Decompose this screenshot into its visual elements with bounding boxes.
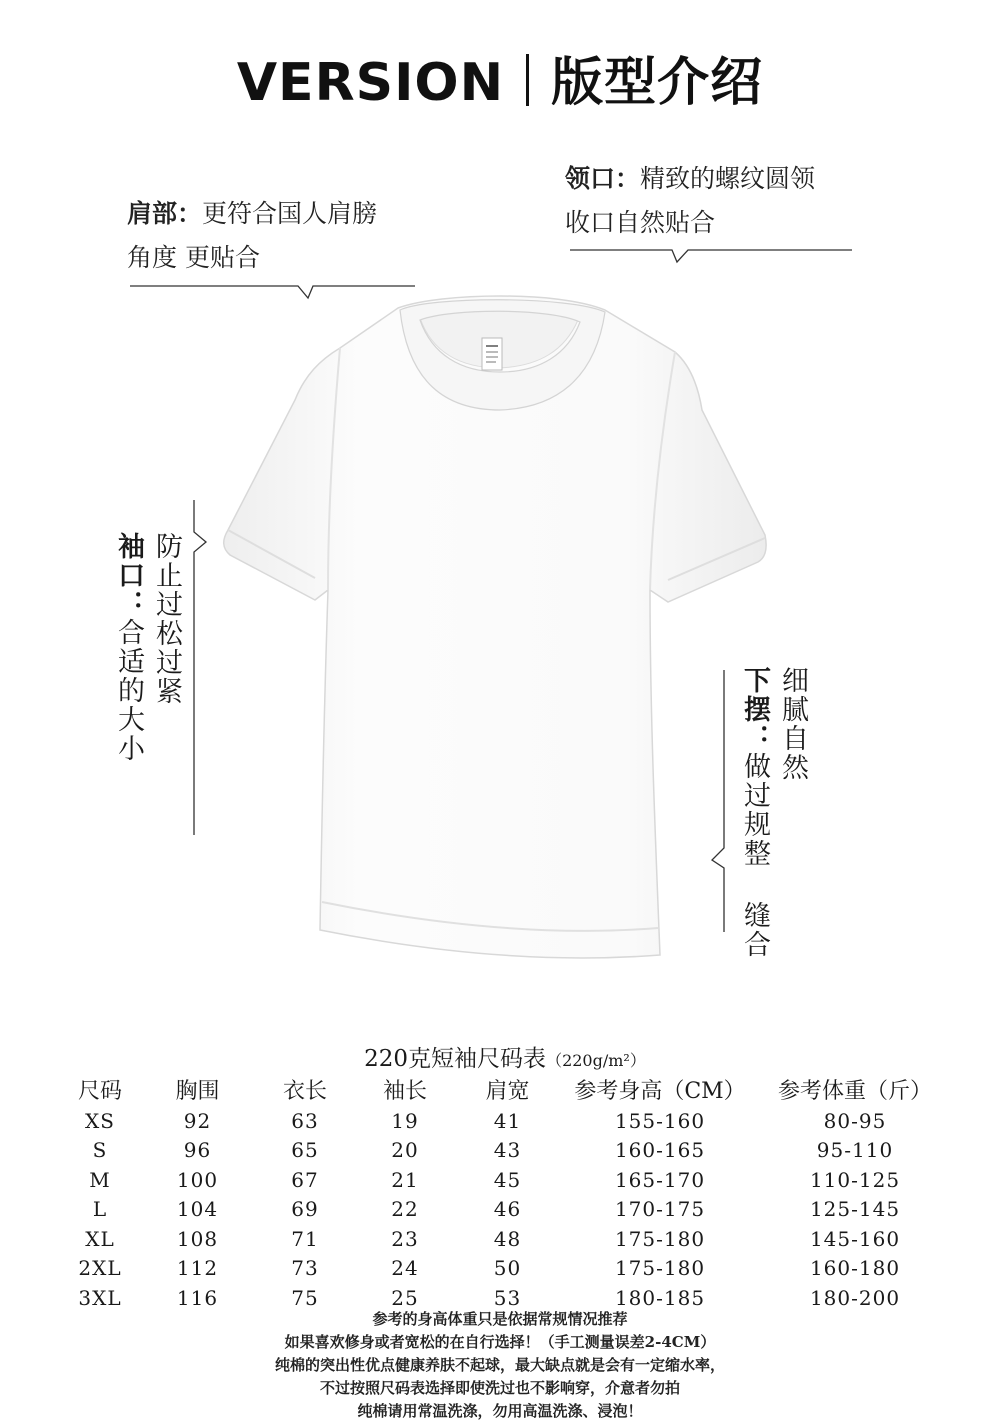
cuff-text-2: 防止过松过紧 [151,532,182,706]
collar-text-1: 精致的螺纹圆领 [640,164,816,193]
column-header: 衣长 [282,1079,327,1104]
cell-sleeve: 21 [391,1167,419,1192]
cell-sleeve: 20 [391,1138,419,1163]
note-line: 不过按照尺码表选择即使洗过也不影响穿，介意者勿拍 [319,1379,680,1397]
hem-text-2: 细腻自然 [777,666,808,782]
size-table-title-text: 220克短袖尺码表 [364,1046,547,1072]
cell-size: L [92,1197,108,1222]
cell-sleeve: 25 [391,1285,419,1310]
cell-length: 71 [291,1226,319,1251]
size-table-section [60,1040,950,1313]
cell-size: S [92,1138,108,1163]
cell-chest: 104 [176,1197,219,1222]
column-header: 参考身高（CM） [574,1079,746,1104]
table-row [60,1165,950,1195]
cuff-label: 袖口： [113,532,144,619]
shoulder-text-1: 更符合国人肩膀 [202,199,378,228]
shoulder-label: 肩部： [127,199,203,228]
cuff-pointer-line [186,500,210,835]
note-line: 参考的身高体重只是依据常规情况推荐 [372,1310,628,1328]
cell-weight: 145-160 [809,1226,901,1251]
cell-length: 67 [291,1167,319,1192]
cell-shoulder: 43 [493,1138,522,1163]
column-header: 参考体重（斤） [777,1079,932,1104]
cell-height: 180-185 [614,1285,706,1310]
note-line: 纯棉请用常温洗涤，勿用高温洗涤、浸泡！ [357,1402,643,1420]
table-row [60,1136,950,1166]
cell-weight: 160-180 [809,1256,901,1281]
table-row [60,1254,950,1284]
cell-size: M [89,1167,111,1192]
cell-length: 69 [291,1197,319,1222]
cell-shoulder: 50 [493,1256,522,1281]
tshirt-image [220,290,780,980]
cell-shoulder: 53 [493,1285,522,1310]
cell-shoulder: 41 [493,1108,522,1133]
cell-size: XS [85,1108,115,1133]
cell-height: 175-180 [614,1226,706,1251]
cell-height: 170-175 [614,1197,706,1222]
table-row [60,1195,950,1225]
cell-size: 3XL [78,1285,122,1310]
cell-shoulder: 45 [493,1167,522,1192]
shoulder-callout [127,192,377,280]
cell-weight: 95-110 [816,1138,894,1163]
cell-height: 165-170 [614,1167,706,1192]
cell-weight: 80-95 [823,1108,887,1133]
cell-sleeve: 22 [391,1197,419,1222]
table-row [60,1106,950,1136]
collar-callout [565,157,815,245]
cell-size: XL [85,1226,115,1251]
cell-weight: 110-125 [809,1167,901,1192]
hem-label: 下摆： [739,666,770,753]
cell-height: 160-165 [614,1138,706,1163]
size-table [60,1073,950,1313]
cell-weight: 180-200 [809,1285,901,1310]
cell-length: 63 [291,1108,319,1133]
collar-label: 领口： [565,164,641,193]
title-english: VERSION [236,53,505,113]
note-line: 如果喜欢修身或者宽松的在自行选择！（手工测量误差2-4CM） [284,1333,716,1351]
cell-chest: 96 [183,1138,212,1163]
title-chinese: 版型介绍 [551,53,764,113]
column-header: 尺码 [77,1079,122,1104]
page-title [0,40,1000,115]
cell-length: 65 [291,1138,319,1163]
cell-sleeve: 24 [391,1256,419,1281]
cell-size: 2XL [78,1256,122,1281]
cell-chest: 92 [183,1108,212,1133]
size-notes [0,1308,1000,1423]
size-table-title [60,1040,950,1073]
collar-text-2: 收口自然贴合 [565,208,716,237]
cell-chest: 112 [176,1256,219,1281]
cell-height: 175-180 [614,1256,706,1281]
size-table-subtitle: （220g/m²） [546,1051,646,1070]
column-header: 肩宽 [485,1079,530,1104]
hem-text-1: 做过规整 缝合 [739,752,770,959]
cuff-text-1: 合适的大小 [113,618,144,763]
note-line: 纯棉的突出性优点健康养肤不起球，最大缺点就是会有一定缩水率， [274,1356,725,1374]
size-table-header-row [60,1073,950,1106]
cell-height: 155-160 [614,1108,706,1133]
collar-pointer-line [570,244,852,266]
column-header: 袖长 [382,1079,427,1104]
cell-weight: 125-145 [809,1197,901,1222]
cell-length: 73 [291,1256,319,1281]
cell-chest: 100 [176,1167,219,1192]
title-divider [526,54,529,106]
cell-sleeve: 19 [391,1108,419,1133]
table-row [60,1224,950,1254]
cell-chest: 116 [176,1285,219,1310]
cell-shoulder: 46 [493,1197,522,1222]
column-header: 胸围 [175,1079,220,1104]
cell-length: 75 [291,1285,319,1310]
cell-chest: 108 [176,1226,219,1251]
cell-shoulder: 48 [493,1226,522,1251]
cell-sleeve: 23 [391,1226,419,1251]
shoulder-text-2: 角度 更贴合 [127,243,260,272]
